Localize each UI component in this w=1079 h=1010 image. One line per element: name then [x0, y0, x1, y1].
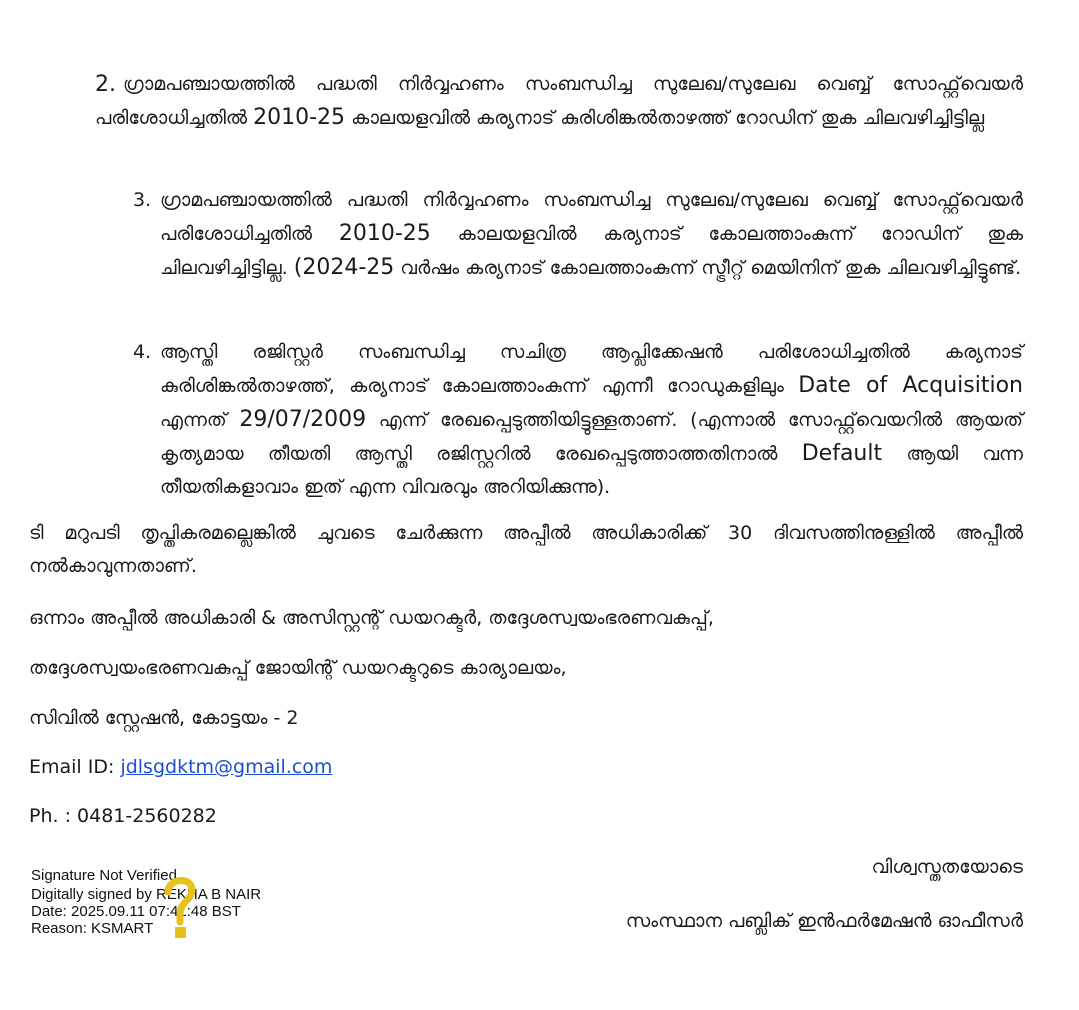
appellate-office-address: സിവിൽ സ്റ്റേഷൻ, കോട്ടയം - 2: [29, 707, 299, 729]
year-range-2: (2024-25: [293, 255, 395, 280]
acquisition-date: 29/07/2009: [239, 407, 367, 432]
item-number: 3.: [133, 189, 152, 211]
phone-number: Ph. : 0481-2560282: [29, 805, 217, 827]
appellate-officer-title: ഒന്നാം അപ്പീൽ അധികാരി & അസിസ്റ്റന്റ് ഡയറക്ടർ, തദ്ദേശസ്വയംഭരണവകുപ്പ്,: [29, 607, 714, 629]
acquisition-label: Date of Acquisition: [798, 373, 1023, 398]
appeal-days: 30: [728, 522, 753, 544]
email-label: Email ID:: [29, 756, 121, 778]
default-label: Default: [801, 441, 883, 466]
list-item-3: [133, 184, 1023, 285]
officer-designation: സംസ്ഥാന പബ്ലിക് ഇൻഫർമേഷൻ ഓഫീസർ: [625, 910, 1023, 932]
signature-date: Date: 2025.09.11 07:41:48 BST: [31, 903, 241, 920]
email-link[interactable]: jdlsgdktm@gmail.com: [120, 756, 333, 778]
signature-status: Signature Not Verified: [31, 867, 177, 884]
signature-unverified-icon: [160, 870, 200, 940]
item-text: ഗ്രാമപഞ്ചായത്തിൽ പദ്ധതി നിർവ്വഹണം സംബന്ധിച്ച സുലേഖ/സുലേഖ വെബ്ബ് സോഫ്റ്റ്‌വെയർ പരിശോധിച്ചതിൽ 2010-25 കാലയളവിൽ കര്യനാട് കോലത്താംകുന്ന് റോഡിന് തുക ചിലവഴിച്ചിട്ടില്ല. (2024-25 വർഷം കര്യനാട് കോലത്താംകുന്ന് സ്ട്രീറ്റ് മെയിനിന് തുക ചിലവഴിച്ചിട്ടുണ്ട്.: [160, 189, 1023, 280]
signature-signed-by: Digitally signed by REKHA B NAIR: [31, 886, 262, 903]
email-line: [29, 751, 332, 784]
appellate-office-name: തദ്ദേശസ്വയംഭരണവകുപ്പ് ജോയിന്റ് ഡയറക്ടറുടെ കാര്യാലയം,: [29, 657, 567, 679]
year-range: 2010-25: [253, 105, 346, 130]
list-item-4: [133, 336, 1023, 504]
year-range: 2010-25: [338, 221, 431, 246]
item-number: 4.: [133, 341, 152, 363]
appeal-note: ടി മറുപടി തൃപ്തികരമല്ലെങ്കിൽ ചുവടെ ചേർക്കുന്ന അപ്പീൽ അധികാരിക്ക് 30 ദിവസത്തിനുള്ളിൽ അപ്പീൽ നൽകാവുന്നതാണ്.: [29, 522, 1023, 577]
item-text: ഗ്രാമപഞ്ചായത്തിൽ പദ്ധതി നിർവ്വഹണം സംബന്ധിച്ച സുലേഖ/സുലേഖ വെബ്ബ് സോഫ്റ്റ്‌വെയർ പരിശോധിച്ചതിൽ 2010-25 കാലയളവിൽ കര്യനാട് കുരിശിങ്കൽതാഴത്ത് റോഡിന് തുക ചിലവഴിച്ചിട്ടില്ല: [95, 73, 1023, 130]
closing-salutation: വിശ്വസ്തതയോടെ: [871, 856, 1023, 878]
item-number: 2.: [95, 72, 116, 97]
item-text: ആസ്തി രജിസ്റ്റർ സംബന്ധിച്ച സചിത്ര ആപ്ലിക്കേഷൻ പരിശോധിച്ചതിൽ കര്യനാട് കുരിശിങ്കൽതാഴത്ത്, കര്യനാട് കോലത്താംകുന്ന് എന്നീ റോഡുകളിലും Date of Acquisition എന്നത് 29/07/2009 എന്ന് രേഖപ്പെടുത്തിയിട്ടുള്ളതാണ്. (എന്നാൽ സോഫ്റ്റ്‌വെയറിൽ ആയത് കൃത്യമായ തീയതി ആസ്തി രജിസ്റ്ററിൽ രേഖപ്പെടുത്താത്തതിനാൽ Default ആയി വന്ന തീയതികളാവാം ഇത് എന്ന വിവരവും അറിയിക്കുന്നു).: [160, 341, 1024, 498]
list-item-2: [95, 68, 1023, 135]
signature-reason: Reason: KSMART: [31, 920, 154, 937]
